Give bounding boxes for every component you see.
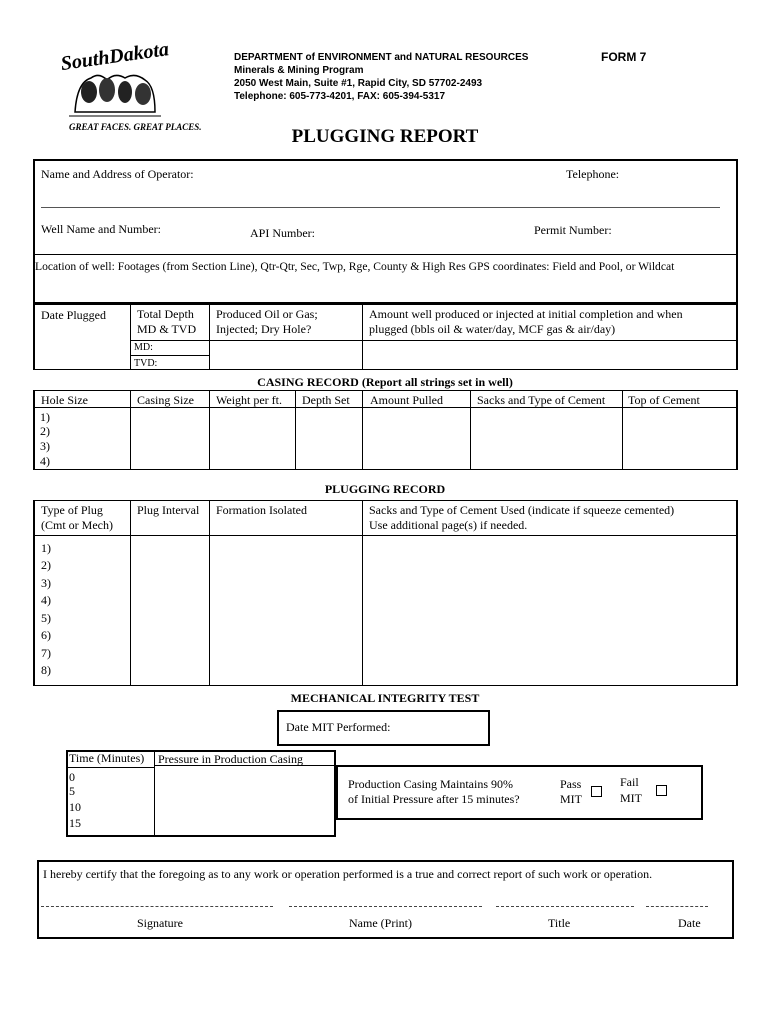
time-header: Time (Minutes) xyxy=(69,751,145,765)
md-label: MD: xyxy=(134,342,153,353)
plug-interval-label: Plug Interval xyxy=(137,503,200,517)
title-label: Title xyxy=(548,916,571,930)
pressure-header: Pressure in Production Casing xyxy=(158,752,303,766)
date-label: Date xyxy=(678,916,701,930)
fail-mit-label: MIT xyxy=(620,791,642,805)
plugging-record-title: PLUGGING RECORD xyxy=(324,482,446,496)
pass-checkbox[interactable] xyxy=(591,786,602,797)
produced-label: Produced Oil or Gas; xyxy=(216,307,318,321)
mit-title: MECHANICAL INTEGRITY TEST xyxy=(290,691,480,705)
time-value: 5 xyxy=(69,784,75,798)
department-name: DEPARTMENT of ENVIRONMENT and NATURAL RESOURCES xyxy=(234,52,529,63)
operator-address-line xyxy=(41,207,720,208)
plug-row: 6) xyxy=(41,628,51,642)
tvd-label: TVD: xyxy=(134,358,158,369)
permit-number-label: Permit Number: xyxy=(534,223,612,237)
casing-header-amount-pulled: Amount Pulled xyxy=(370,393,444,407)
casing-header-hole-size: Hole Size xyxy=(41,393,88,407)
pass-mit-label: MIT xyxy=(560,792,582,806)
logo-tagline: GREAT FACES. GREAT PLACES. xyxy=(69,122,202,132)
total-depth-label: Total Depth xyxy=(137,307,194,321)
south-dakota-logo xyxy=(55,38,202,134)
mit-date-label: Date MIT Performed: xyxy=(286,720,391,734)
additional-pages-label: Use additional page(s) if needed. xyxy=(369,518,528,532)
signature-line[interactable] xyxy=(41,906,273,907)
plug-row: 4) xyxy=(41,593,51,607)
fail-label: Fail xyxy=(620,775,639,789)
casing-header-depth-set: Depth Set xyxy=(302,393,350,407)
casing-row: 1) xyxy=(40,410,50,424)
plug-type-sub-label: (Cmt or Mech) xyxy=(41,518,113,532)
operator-name-label: Name and Address of Operator: xyxy=(41,167,194,181)
plug-row: 5) xyxy=(41,611,51,625)
amount-units-label: plugged (bbls oil & water/day, MCF gas & air/day) xyxy=(369,322,616,336)
maintains-label: Production Casing Maintains 90% xyxy=(348,777,513,791)
formation-isolated-label: Formation Isolated xyxy=(216,503,307,517)
injected-label: Injected; Dry Hole? xyxy=(216,322,312,336)
date-plugged-label: Date Plugged xyxy=(41,308,106,322)
title-line[interactable] xyxy=(496,906,634,907)
location-label: Location of well: Footages (from Section Line), Qtr-Qtr, Sec, Twp, Rge, County & High Res GPS coordinates: Field and Pool, or Wildcat xyxy=(35,260,675,273)
well-name-label: Well Name and Number: xyxy=(41,222,161,236)
plug-type-label: Type of Plug xyxy=(41,503,103,517)
casing-header-sacks: Sacks and Type of Cement xyxy=(477,393,606,407)
plug-row: 2) xyxy=(41,558,51,572)
department-header xyxy=(234,51,528,103)
casing-record-title: CASING RECORD (Report all strings set in well) xyxy=(257,375,513,389)
casing-header-casing-size: Casing Size xyxy=(137,393,194,407)
fail-checkbox[interactable] xyxy=(656,785,667,796)
plug-row: 8) xyxy=(41,663,51,677)
casing-row: 3) xyxy=(40,439,50,453)
telephone-label: Telephone: xyxy=(566,167,620,181)
casing-header-weight: Weight per ft. xyxy=(216,393,283,407)
name-line[interactable] xyxy=(289,906,482,907)
logo-state-text: SouthDakota xyxy=(59,38,171,76)
api-number-label: API Number: xyxy=(250,226,315,240)
sacks-cement-label: Sacks and Type of Cement Used (indicate if squeeze cemented) xyxy=(369,503,675,517)
page-title: PLUGGING REPORT xyxy=(291,126,479,147)
program-name: Minerals & Mining Program xyxy=(234,65,364,76)
amount-produced-label: Amount well produced or injected at initial completion and when xyxy=(369,307,683,321)
plug-row: 1) xyxy=(41,541,51,555)
date-line[interactable] xyxy=(646,906,708,907)
department-address: 2050 West Main, Suite #1, Rapid City, SD 57702-2493 xyxy=(234,78,483,89)
casing-header-top-cement: Top of Cement xyxy=(628,393,700,407)
time-value: 15 xyxy=(69,816,81,830)
casing-row: 2) xyxy=(40,424,50,438)
mount-rushmore-icon xyxy=(55,38,202,134)
form-number: FORM 7 xyxy=(601,50,647,64)
time-value: 0 xyxy=(69,770,75,784)
pass-label: Pass xyxy=(560,777,582,791)
department-phone: Telephone: 605-773-4201, FAX: 605-394-5317 xyxy=(234,91,446,102)
time-value: 10 xyxy=(69,800,81,814)
casing-row: 4) xyxy=(40,454,50,468)
signature-label: Signature xyxy=(137,916,183,930)
plug-row: 3) xyxy=(41,576,51,590)
initial-pressure-label: of Initial Pressure after 15 minutes? xyxy=(348,792,520,806)
certification-statement: I hereby certify that the foregoing as to any work or operation performed is a true and correct report of such work or operation. xyxy=(43,867,653,881)
plug-row: 7) xyxy=(41,646,51,660)
divider xyxy=(33,254,738,255)
md-tvd-label: MD & TVD xyxy=(137,322,197,336)
name-print-label: Name (Print) xyxy=(349,916,412,930)
